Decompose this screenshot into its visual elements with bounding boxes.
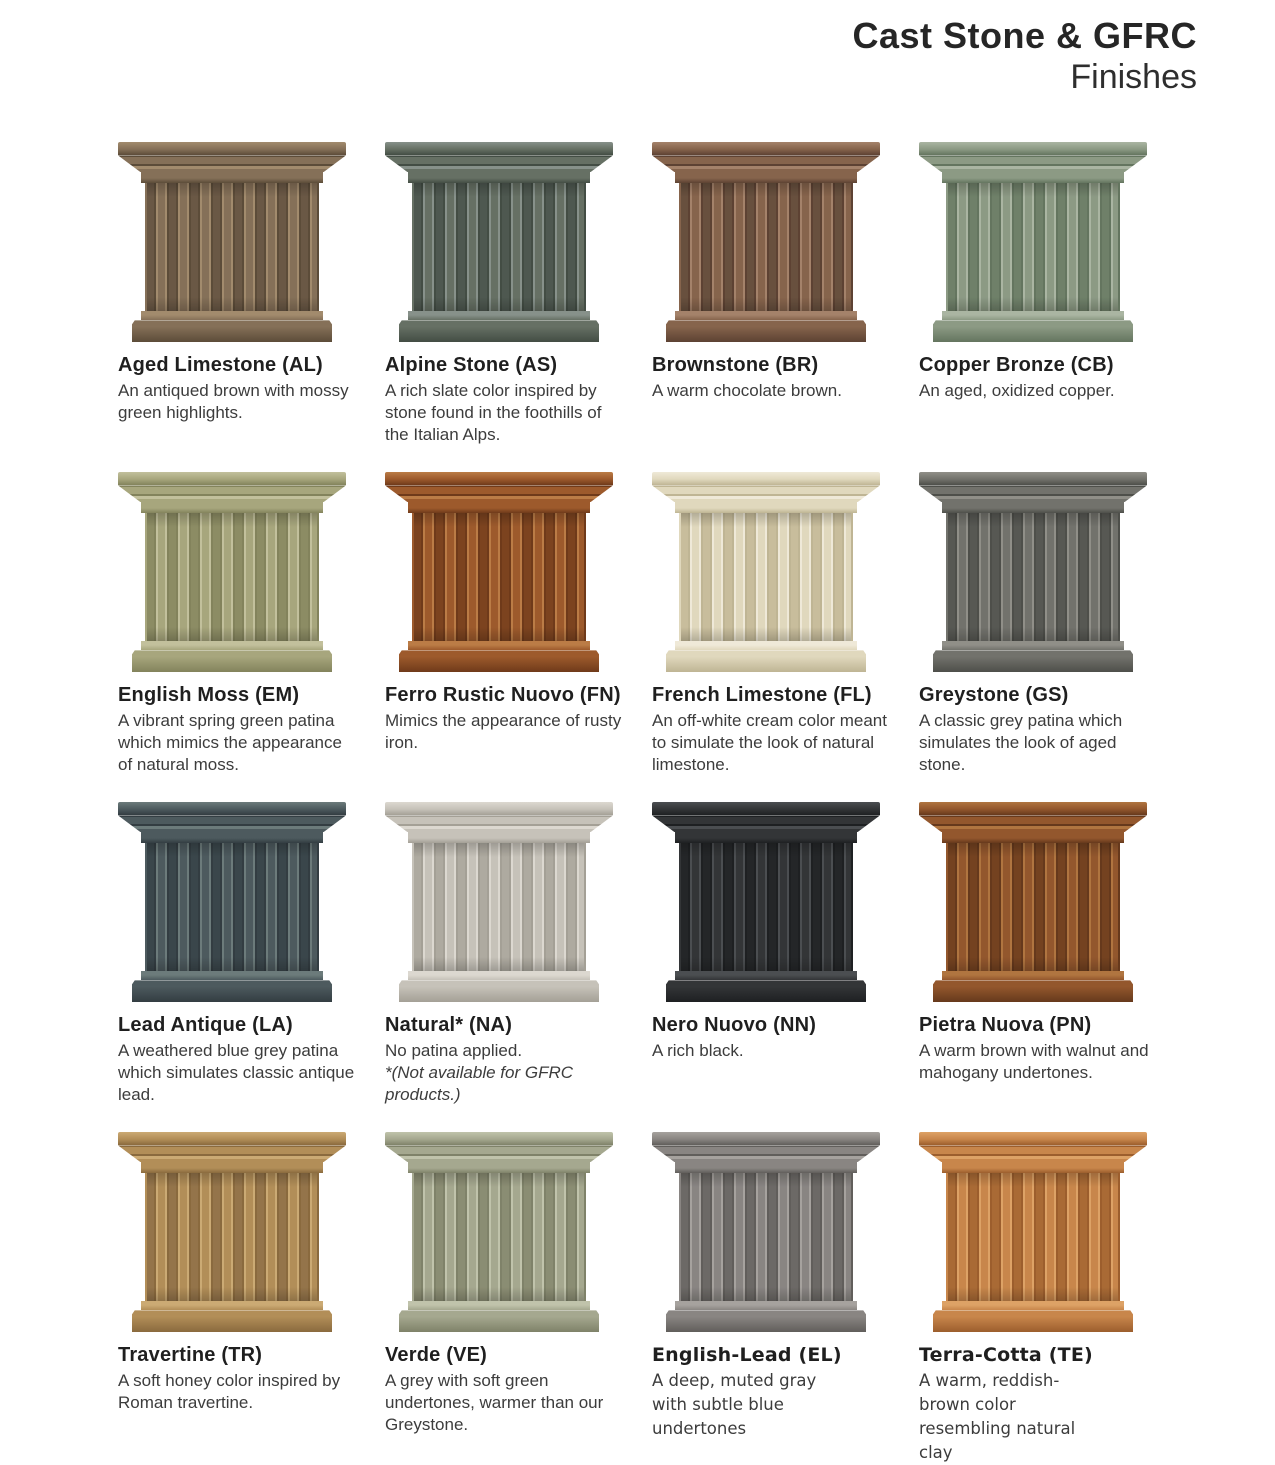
pedestal-cap-flare xyxy=(652,485,880,502)
pedestal-swatch-image xyxy=(652,1132,880,1332)
pedestal-base-step xyxy=(675,641,857,650)
pedestal-cap-flare xyxy=(385,155,613,172)
finish-caption xyxy=(652,684,892,775)
pedestal-fluted-body xyxy=(412,843,585,971)
pedestal-base-step xyxy=(408,1301,590,1310)
pedestal-cap-slab xyxy=(919,1132,1147,1145)
pedestal-base-plinth xyxy=(399,650,600,672)
pedestal-cap-band xyxy=(942,1162,1124,1173)
finish-name: Aged Limestone (AL) xyxy=(118,354,323,377)
pedestal-fluted-body xyxy=(946,1173,1119,1301)
pedestal-swatch-image xyxy=(919,802,1147,1002)
pedestal-swatch-image xyxy=(652,802,880,1002)
pedestal-cap-slab xyxy=(118,142,346,155)
finish-description: Mimics the appearance of rusty iron. xyxy=(385,711,622,753)
pedestal-cap-flare xyxy=(118,485,346,502)
finish-description: An aged, oxidized copper. xyxy=(919,381,1115,401)
pedestal-cap-band xyxy=(141,172,323,183)
finish-description: A classic grey patina which simulates the look of aged stone. xyxy=(919,711,1123,774)
pedestal-cap-band xyxy=(675,502,857,513)
pedestal-base-plinth xyxy=(933,320,1134,342)
pedestal-fluted-body xyxy=(412,513,585,641)
finish-name: Brownstone (BR) xyxy=(652,354,819,377)
pedestal-cap-slab xyxy=(919,802,1147,815)
finish-description: A vibrant spring green patina which mimics the appearance of natural moss. xyxy=(118,711,342,774)
pedestal-base-plinth xyxy=(132,1310,333,1332)
pedestal-base-step xyxy=(942,311,1124,320)
pedestal-cap-slab xyxy=(385,802,613,815)
finish-name: Natural* (NA) xyxy=(385,1014,513,1037)
finish-cell xyxy=(385,1132,627,1462)
pedestal-cap-flare xyxy=(118,815,346,832)
pedestal-fluted-body xyxy=(679,183,852,311)
pedestal-cap-band xyxy=(141,502,323,513)
pedestal-cap-slab xyxy=(652,142,880,155)
pedestal-base-step xyxy=(408,971,590,980)
pedestal-base-plinth xyxy=(933,1310,1134,1332)
pedestal-cap-band xyxy=(942,832,1124,843)
finish-caption xyxy=(385,354,625,445)
finish-name: Verde (VE) xyxy=(385,1344,488,1367)
pedestal-fluted-body xyxy=(145,1173,318,1301)
pedestal-swatch-image xyxy=(385,142,613,342)
pedestal-fluted-body xyxy=(145,183,318,311)
pedestal-cap-flare xyxy=(385,485,613,502)
pedestal-base-step xyxy=(141,311,323,320)
pedestal-fluted-body xyxy=(412,183,585,311)
pedestal-base-plinth xyxy=(399,320,600,342)
finish-cell xyxy=(118,802,360,1132)
pedestal-cap-flare xyxy=(919,155,1147,172)
pedestal-fluted-body xyxy=(946,513,1119,641)
pedestal-cap-flare xyxy=(652,1145,880,1162)
finish-caption xyxy=(919,1344,1159,1465)
finish-caption xyxy=(919,1014,1159,1084)
pedestal-cap-band xyxy=(408,1162,590,1173)
finish-name: English Moss (EM) xyxy=(118,684,300,707)
page-subtitle: Finishes xyxy=(1070,58,1197,97)
pedestal-base-step xyxy=(942,1301,1124,1310)
pedestal-cap-flare xyxy=(919,815,1147,832)
pedestal-swatch-image xyxy=(919,472,1147,672)
pedestal-cap-band xyxy=(942,502,1124,513)
finish-description: An antiqued brown with mossy green highlights. xyxy=(118,381,349,423)
finish-description: A rich slate color inspired by stone found in the foothills of the Italian Alps. xyxy=(385,381,602,444)
pedestal-cap-band xyxy=(408,832,590,843)
pedestal-base-plinth xyxy=(399,1310,600,1332)
pedestal-base-step xyxy=(675,1301,857,1310)
finish-description: A grey with soft green undertones, warmer than our Greystone. xyxy=(385,1371,604,1434)
finish-name: English-Lead (EL) xyxy=(652,1344,842,1367)
pedestal-cap-slab xyxy=(385,142,613,155)
pedestal-fluted-body xyxy=(679,843,852,971)
finish-description: An off-white cream color meant to simulate the look of natural limestone. xyxy=(652,711,887,774)
pedestal-base-step xyxy=(408,641,590,650)
pedestal-base-plinth xyxy=(132,320,333,342)
pedestal-cap-flare xyxy=(919,485,1147,502)
pedestal-cap-slab xyxy=(652,472,880,485)
finish-cell xyxy=(652,802,894,1132)
pedestal-base-step xyxy=(942,971,1124,980)
finish-description: A soft honey color inspired by Roman travertine. xyxy=(118,1371,341,1413)
finish-cell xyxy=(385,802,627,1132)
pedestal-base-step xyxy=(942,641,1124,650)
pedestal-cap-band xyxy=(408,502,590,513)
pedestal-base-plinth xyxy=(399,980,600,1002)
pedestal-swatch-image xyxy=(118,1132,346,1332)
pedestal-swatch-image xyxy=(118,472,346,672)
finish-description: A weathered blue grey patina which simulates classic antique lead. xyxy=(118,1041,355,1104)
pedestal-cap-slab xyxy=(118,802,346,815)
pedestal-cap-band xyxy=(675,1162,857,1173)
finish-note: *(Not available for GFRC products.) xyxy=(385,1063,574,1104)
pedestal-base-step xyxy=(141,1301,323,1310)
pedestal-swatch-image xyxy=(385,802,613,1002)
finish-cell xyxy=(652,142,894,472)
finish-name: Copper Bronze (CB) xyxy=(919,354,1114,377)
finish-cell xyxy=(919,1132,1161,1462)
finish-caption xyxy=(118,1344,358,1414)
finish-description: A warm, reddish-brown color resembling natural clay xyxy=(919,1371,1076,1463)
pedestal-swatch-image xyxy=(652,472,880,672)
finish-cell xyxy=(652,1132,894,1462)
finish-cell xyxy=(118,472,360,802)
pedestal-cap-flare xyxy=(385,815,613,832)
pedestal-cap-flare xyxy=(652,155,880,172)
page-header xyxy=(0,0,1275,96)
page-title: Cast Stone & GFRC xyxy=(852,15,1197,56)
pedestal-fluted-body xyxy=(145,843,318,971)
finish-description: No patina applied. xyxy=(385,1041,523,1061)
finish-caption xyxy=(919,684,1159,775)
pedestal-base-step xyxy=(141,641,323,650)
finish-cell xyxy=(919,802,1161,1132)
pedestal-base-plinth xyxy=(933,980,1134,1002)
pedestal-swatch-image xyxy=(919,142,1147,342)
finish-description: A rich black. xyxy=(652,1041,744,1061)
finish-name: Alpine Stone (AS) xyxy=(385,354,558,377)
finish-cell xyxy=(919,142,1161,472)
finish-caption xyxy=(652,354,892,402)
finish-caption xyxy=(919,354,1159,402)
pedestal-swatch-image xyxy=(919,1132,1147,1332)
pedestal-cap-slab xyxy=(118,1132,346,1145)
finish-caption xyxy=(385,1014,625,1105)
pedestal-swatch-image xyxy=(652,142,880,342)
pedestal-base-plinth xyxy=(132,980,333,1002)
pedestal-base-step xyxy=(675,971,857,980)
pedestal-cap-slab xyxy=(652,802,880,815)
finish-cell xyxy=(385,472,627,802)
finish-cell xyxy=(118,1132,360,1462)
pedestal-cap-slab xyxy=(385,1132,613,1145)
finish-caption xyxy=(118,1014,358,1105)
finish-name: French Limestone (FL) xyxy=(652,684,872,707)
pedestal-cap-slab xyxy=(919,472,1147,485)
pedestal-swatch-image xyxy=(385,1132,613,1332)
finish-name: Terra-Cotta (TE) xyxy=(919,1344,1093,1367)
pedestal-fluted-body xyxy=(145,513,318,641)
pedestal-cap-flare xyxy=(919,1145,1147,1162)
pedestal-base-step xyxy=(408,311,590,320)
finish-description: A warm brown with walnut and mahogany undertones. xyxy=(919,1041,1149,1083)
finish-cell xyxy=(919,472,1161,802)
pedestal-cap-flare xyxy=(385,1145,613,1162)
pedestal-cap-band xyxy=(141,1162,323,1173)
finish-caption xyxy=(118,684,358,775)
pedestal-swatch-image xyxy=(118,142,346,342)
pedestal-swatch-image xyxy=(385,472,613,672)
pedestal-fluted-body xyxy=(679,1173,852,1301)
pedestal-cap-band xyxy=(675,832,857,843)
pedestal-cap-band xyxy=(675,172,857,183)
pedestal-base-plinth xyxy=(666,980,867,1002)
finish-cell xyxy=(385,142,627,472)
pedestal-base-plinth xyxy=(666,320,867,342)
pedestal-cap-flare xyxy=(652,815,880,832)
pedestal-base-step xyxy=(675,311,857,320)
finish-name: Travertine (TR) xyxy=(118,1344,263,1367)
finishes-grid xyxy=(118,142,1275,1462)
finish-name: Pietra Nuova (PN) xyxy=(919,1014,1092,1037)
finish-name: Ferro Rustic Nuovo (FN) xyxy=(385,684,621,707)
finish-caption xyxy=(385,684,625,754)
finish-caption xyxy=(118,354,358,424)
pedestal-base-plinth xyxy=(666,650,867,672)
finish-caption xyxy=(652,1014,892,1062)
finish-cell xyxy=(118,142,360,472)
pedestal-cap-band xyxy=(408,172,590,183)
pedestal-base-step xyxy=(141,971,323,980)
finish-name: Greystone (GS) xyxy=(919,684,1069,707)
pedestal-base-plinth xyxy=(933,650,1134,672)
finish-name: Nero Nuovo (NN) xyxy=(652,1014,817,1037)
pedestal-cap-slab xyxy=(118,472,346,485)
finish-description: A deep, muted gray with subtle blue undertones xyxy=(652,1371,817,1439)
pedestal-cap-flare xyxy=(118,1145,346,1162)
finish-name: Lead Antique (LA) xyxy=(118,1014,293,1037)
pedestal-base-plinth xyxy=(132,650,333,672)
pedestal-cap-band xyxy=(141,832,323,843)
pedestal-fluted-body xyxy=(946,843,1119,971)
finish-caption xyxy=(385,1344,625,1435)
pedestal-base-plinth xyxy=(666,1310,867,1332)
pedestal-cap-flare xyxy=(118,155,346,172)
pedestal-fluted-body xyxy=(679,513,852,641)
pedestal-fluted-body xyxy=(412,1173,585,1301)
finish-cell xyxy=(652,472,894,802)
pedestal-cap-slab xyxy=(385,472,613,485)
finish-caption xyxy=(652,1344,892,1441)
pedestal-cap-slab xyxy=(919,142,1147,155)
pedestal-swatch-image xyxy=(118,802,346,1002)
pedestal-cap-band xyxy=(942,172,1124,183)
pedestal-fluted-body xyxy=(946,183,1119,311)
finish-description: A warm chocolate brown. xyxy=(652,381,842,401)
pedestal-cap-slab xyxy=(652,1132,880,1145)
